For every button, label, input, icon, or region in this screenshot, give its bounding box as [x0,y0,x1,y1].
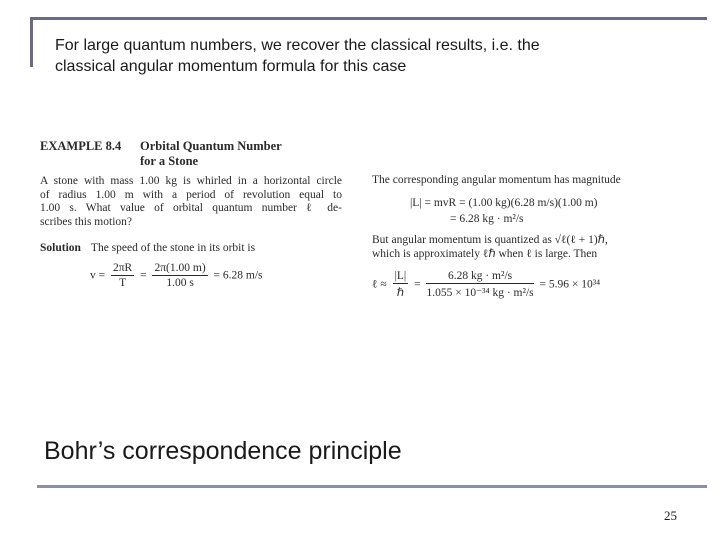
heading-line-2: classical angular momentum formula for this case [55,58,407,75]
solution-line [40,242,255,254]
speed-eq-rhs: = 6.28 m/s [213,269,263,282]
quantization-line-2: which is approximately ℓℏ when ℓ is large. Then [372,247,598,260]
example-label: EXAMPLE 8.4 [40,139,122,153]
momentum-eq-line-2: = 6.28 kg · m²/s [450,213,524,225]
ell-frac-1 [393,270,409,299]
ell-frac-2-den: 1.055 × 10⁻³⁴ kg · m²/s [426,287,534,299]
quantization-text [372,234,672,261]
ell-equation [372,270,600,299]
speed-frac-2 [152,262,207,289]
problem-line-3: 1.00 s. What value of orbital quantum number ℓ de- [40,202,342,215]
ell-frac-1-num: |L| [394,270,407,282]
solution-text: The speed of the stone in its orbit is [90,242,256,254]
problem-line-4: scribes this motion? [40,215,132,228]
speed-frac-2-num: 2π(1.00 m) [154,262,206,274]
ell-frac-2-num: 6.28 kg · m²/s [426,270,533,284]
ell-frac-2 [426,270,533,299]
speed-frac-1-den: T [119,277,127,289]
quantization-line-1: But angular momentum is quantized as √ℓ(ℓ + 1)ℏ, [372,234,608,246]
page-number: 25 [664,508,677,523]
speed-frac-2-den: 1.00 s [166,277,194,289]
example-title-line-2: for a Stone [140,154,199,168]
example-title-line-1: Orbital Quantum Number [140,139,282,153]
speed-equation [90,262,263,289]
ell-eq-lhs: ℓ ≈ [372,278,387,291]
ell-eq-equals: = [414,278,421,291]
momentum-eq-line-1: |L| = mvR = (1.00 kg)(6.28 m/s)(1.00 m) [410,197,598,209]
problem-line-1: A stone with mass 1.00 kg is whirled in a horizontal circle [40,175,342,187]
heading-line-1: For large quantum numbers, we recover the classical results, i.e. the [55,37,540,54]
problem-statement [40,175,342,229]
ell-frac-1-den: ℏ [396,287,405,299]
bottom-divider [37,485,707,488]
momentum-equation [410,195,598,227]
speed-frac-1 [111,262,134,289]
momentum-intro: The corresponding angular momentum has magnitude [372,174,621,186]
example-title [140,139,282,169]
ell-eq-rhs: = 5.96 × 10³⁴ [539,278,601,291]
slide-heading [55,35,695,77]
speed-eq-lhs: v = [90,269,106,282]
speed-eq-equals: = [140,269,147,282]
speed-frac-1-num: 2πR [113,262,133,274]
solution-label: Solution [40,242,81,254]
left-border-line [30,17,33,67]
problem-line-2: of radius 1.00 m with a period of revolution equal to [40,188,342,201]
top-border-line [30,17,707,20]
slide-subtitle: Bohr’s correspondence principle [44,437,402,465]
